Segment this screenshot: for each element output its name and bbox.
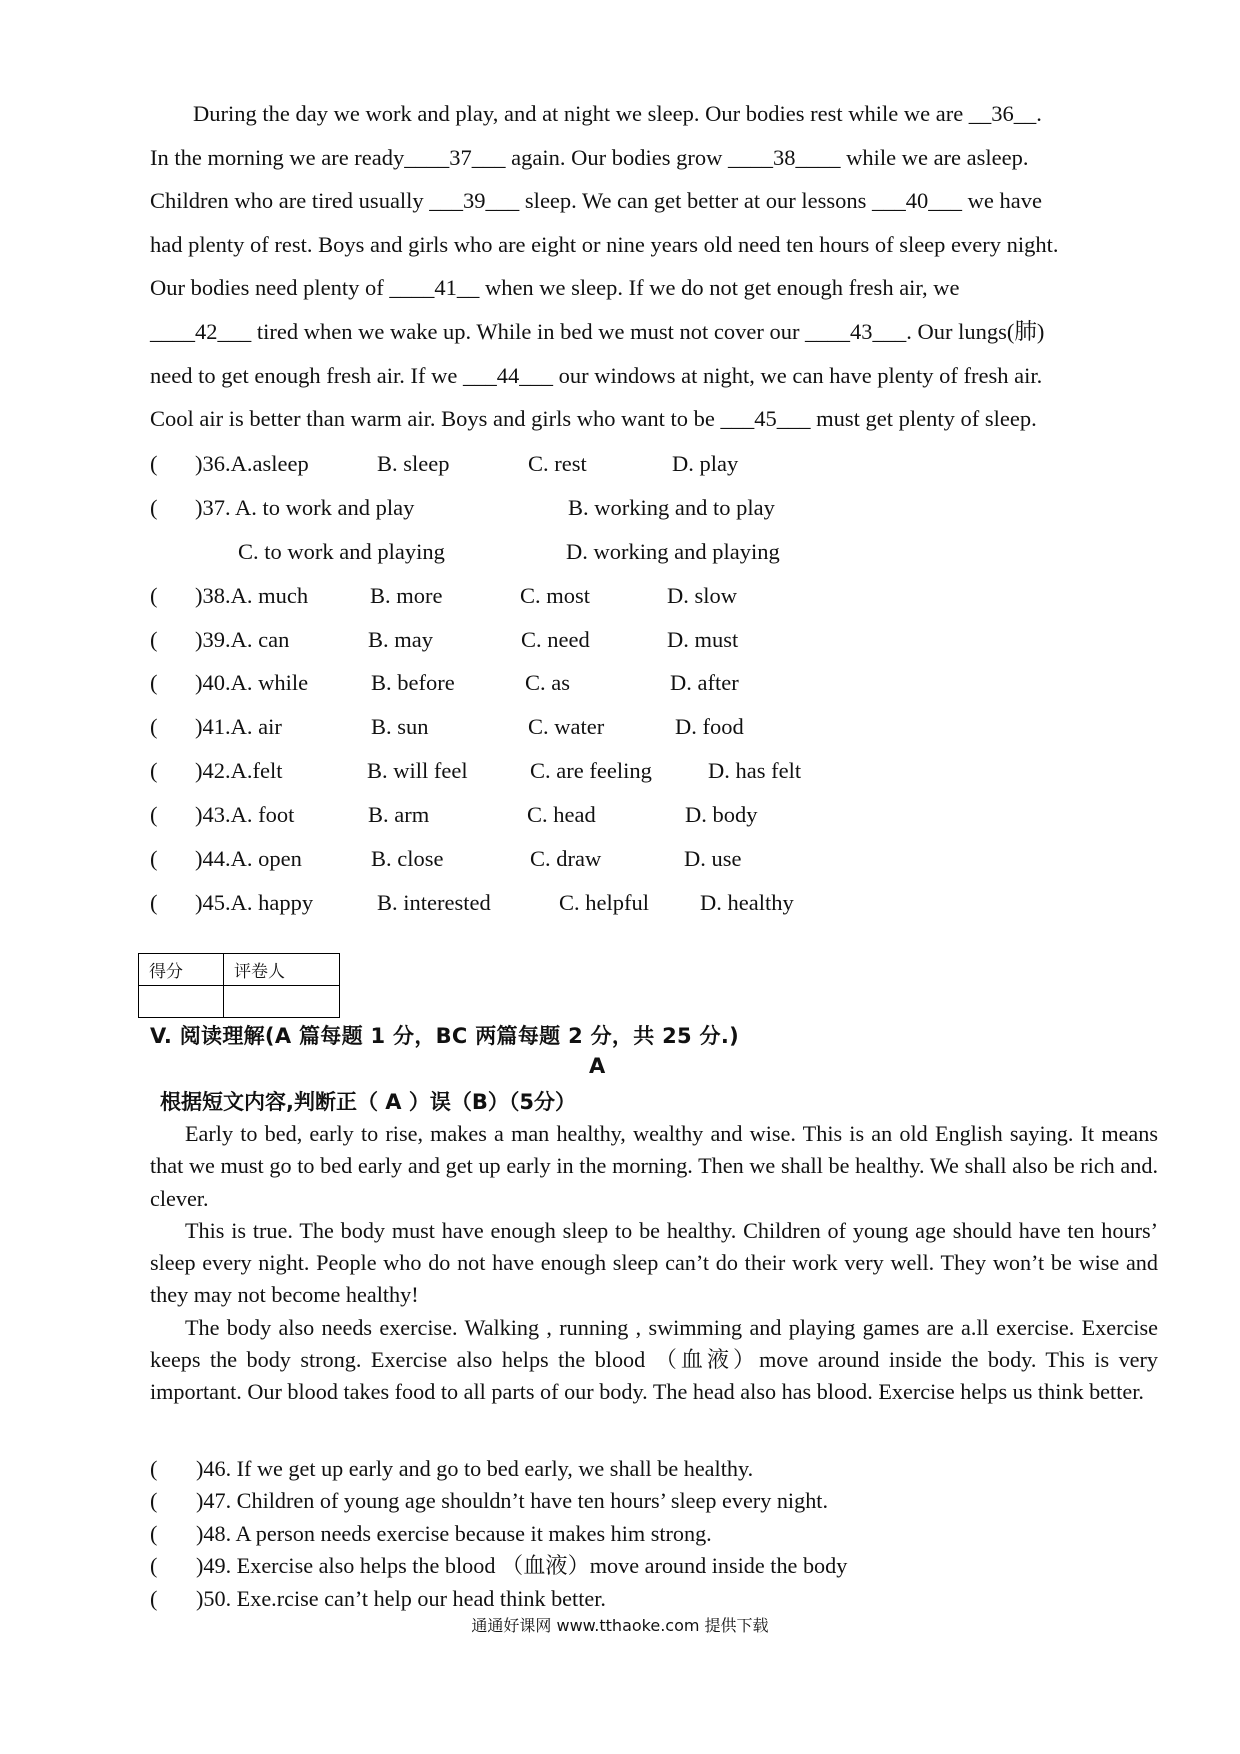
- answer-paren: (: [150, 670, 158, 695]
- score-header: 得分: [139, 954, 224, 986]
- option-b: B. may: [368, 627, 433, 652]
- option-c: C. helpful: [559, 890, 649, 915]
- option-c: C. draw: [530, 846, 602, 871]
- question-text: )46. If we get up early and go to bed early, we shall be healthy.: [196, 1456, 754, 1481]
- paragraph: Early to bed, early to rise, makes a man healthy, wealthy and wise. This is an old English saying. It means that we must go to bed early and get up early in the morning. Then we shall be healthy. We shall also be rich and. clever.: [150, 1121, 1158, 1211]
- part-label: A: [589, 1054, 606, 1078]
- answer-paren: (: [150, 1456, 158, 1481]
- option-b: B. before: [371, 670, 455, 695]
- question-47: [150, 1485, 1150, 1517]
- option-b: B. more: [370, 583, 443, 608]
- question-text: )48. A person needs exercise because it makes him strong.: [196, 1521, 712, 1546]
- answer-paren: (: [150, 758, 158, 783]
- answer-paren: (: [150, 1553, 158, 1578]
- option-c: C. are feeling: [530, 758, 652, 783]
- question-text: )49. Exercise also helps the blood （血液）move around inside the body: [196, 1553, 848, 1578]
- question-46: [150, 1453, 1150, 1485]
- question-number-option-a: )43.A. foot: [195, 802, 295, 827]
- answer-paren: (: [150, 627, 158, 652]
- cloze-passage: [150, 92, 1160, 441]
- option-d: D. must: [667, 627, 739, 652]
- cloze-line: Cool air is better than warm air. Boys and girls who want to be ___45___ must get plenty of sleep.: [150, 406, 1037, 432]
- question-number-option-a: )36.A.asleep: [195, 451, 309, 476]
- answer-paren: (: [150, 802, 158, 827]
- option-d: D. play: [672, 451, 739, 476]
- option-d: D. slow: [667, 583, 738, 608]
- option-b: B. working and to play: [568, 495, 775, 520]
- paragraph: The body also needs exercise. Walking , running , swimming and playing games are a.ll exercise. Exercise keeps the body strong. Exercise also helps the blood （血液）move around inside the body. This is very important. Our blood takes food to all parts of our body. The head also has blood. Exercise helps us think better.: [150, 1314, 1158, 1405]
- option-b: B. sleep: [377, 451, 450, 476]
- option-b: B. will feel: [367, 758, 468, 783]
- reading-passage: [150, 1118, 1158, 1409]
- option-c: C. to work and playing: [238, 539, 445, 564]
- option-c: C. rest: [528, 451, 587, 476]
- option-b: B. sun: [371, 714, 429, 739]
- option-c: C. water: [528, 714, 605, 739]
- answer-paren: (: [150, 583, 158, 608]
- option-d: D. use: [684, 846, 742, 871]
- cloze-line: ____42___ tired when we wake up. While in bed we must not cover our ____43___. Our lungs(肺): [150, 318, 1045, 344]
- grader-header: 评卷人: [224, 954, 340, 986]
- option-d: D. working and playing: [566, 539, 780, 564]
- answer-paren: (: [150, 1488, 158, 1513]
- question-number-option-a: )44.A. open: [195, 846, 302, 871]
- question-48: [150, 1518, 1150, 1550]
- question-number-option-a: )38.A. much: [195, 583, 309, 608]
- grader-cell: [224, 986, 340, 1018]
- answer-paren: (: [150, 890, 158, 915]
- option-d: D. food: [675, 714, 744, 739]
- instruction: 根据短文内容,判断正（ A ）误（B）（5分）: [160, 1090, 576, 1114]
- question-49: [150, 1550, 1150, 1582]
- answer-paren: (: [150, 846, 158, 871]
- cloze-line: During the day we work and play, and at night we sleep. Our bodies rest while we are __36__.: [193, 101, 1042, 126]
- option-c: C. most: [520, 583, 591, 608]
- option-b: B. interested: [377, 890, 491, 915]
- footer-credit: 通通好课网 www.tthaoke.com 提供下载: [471, 1616, 769, 1635]
- cloze-line: Children who are tired usually ___39___ sleep. We can get better at our lessons ___40___ we have: [150, 188, 1042, 214]
- question-number-option-a: )41.A. air: [195, 714, 282, 739]
- option-c: C. head: [527, 802, 596, 827]
- question-text: )50. Exe.rcise can’t help our head think better.: [196, 1586, 606, 1611]
- answer-paren: (: [150, 495, 158, 520]
- question-number-option-a: )40.A. while: [195, 670, 309, 695]
- option-d: D. has felt: [708, 758, 802, 783]
- option-d: D. body: [685, 802, 758, 827]
- option-b: B. arm: [368, 802, 430, 827]
- answer-paren: (: [150, 451, 158, 476]
- answer-paren: (: [150, 714, 158, 739]
- question-text: )47. Children of young age shouldn’t have ten hours’ sleep every night.: [196, 1488, 828, 1513]
- question-number-option-a: )45.A. happy: [195, 890, 314, 915]
- cloze-line: need to get enough fresh air. If we ___44___ our windows at night, we can have plenty of fresh air.: [150, 362, 1043, 388]
- score-cell: [139, 986, 224, 1018]
- option-c: C. as: [525, 670, 570, 695]
- answer-paren: (: [150, 1521, 158, 1546]
- cloze-line: Our bodies need plenty of ____41__ when we sleep. If we do not get enough fresh air, we: [150, 275, 960, 301]
- score-table: [138, 953, 340, 1018]
- option-c: C. need: [521, 627, 590, 652]
- question-number-option-a: )42.A.felt: [195, 758, 283, 783]
- option-b: B. close: [371, 846, 444, 871]
- question-number-option-a: )37. A. to work and play: [195, 495, 415, 520]
- cloze-line: had plenty of rest. Boys and girls who are eight or nine years old need ten hours of sleep every night.: [150, 231, 1059, 257]
- cloze-line: In the morning we are ready____37___ again. Our bodies grow ____38____ while we are asleep.: [150, 144, 1029, 170]
- answer-paren: (: [150, 1586, 158, 1611]
- section-title: V. 阅读理解(A 篇每题 1 分，BC 两篇每题 2 分，共 25 分.): [150, 1024, 740, 1048]
- option-d: D. after: [670, 670, 739, 695]
- question-number-option-a: )39.A. can: [195, 627, 290, 652]
- paragraph: This is true. The body must have enough sleep to be healthy. Children of young age should have ten hours’ sleep every night. People who do not have enough sleep can’t do their work very well. They won’t be wise and they may not become healthy!: [150, 1217, 1158, 1308]
- option-d: D. healthy: [700, 890, 794, 915]
- question-50: [150, 1583, 1150, 1615]
